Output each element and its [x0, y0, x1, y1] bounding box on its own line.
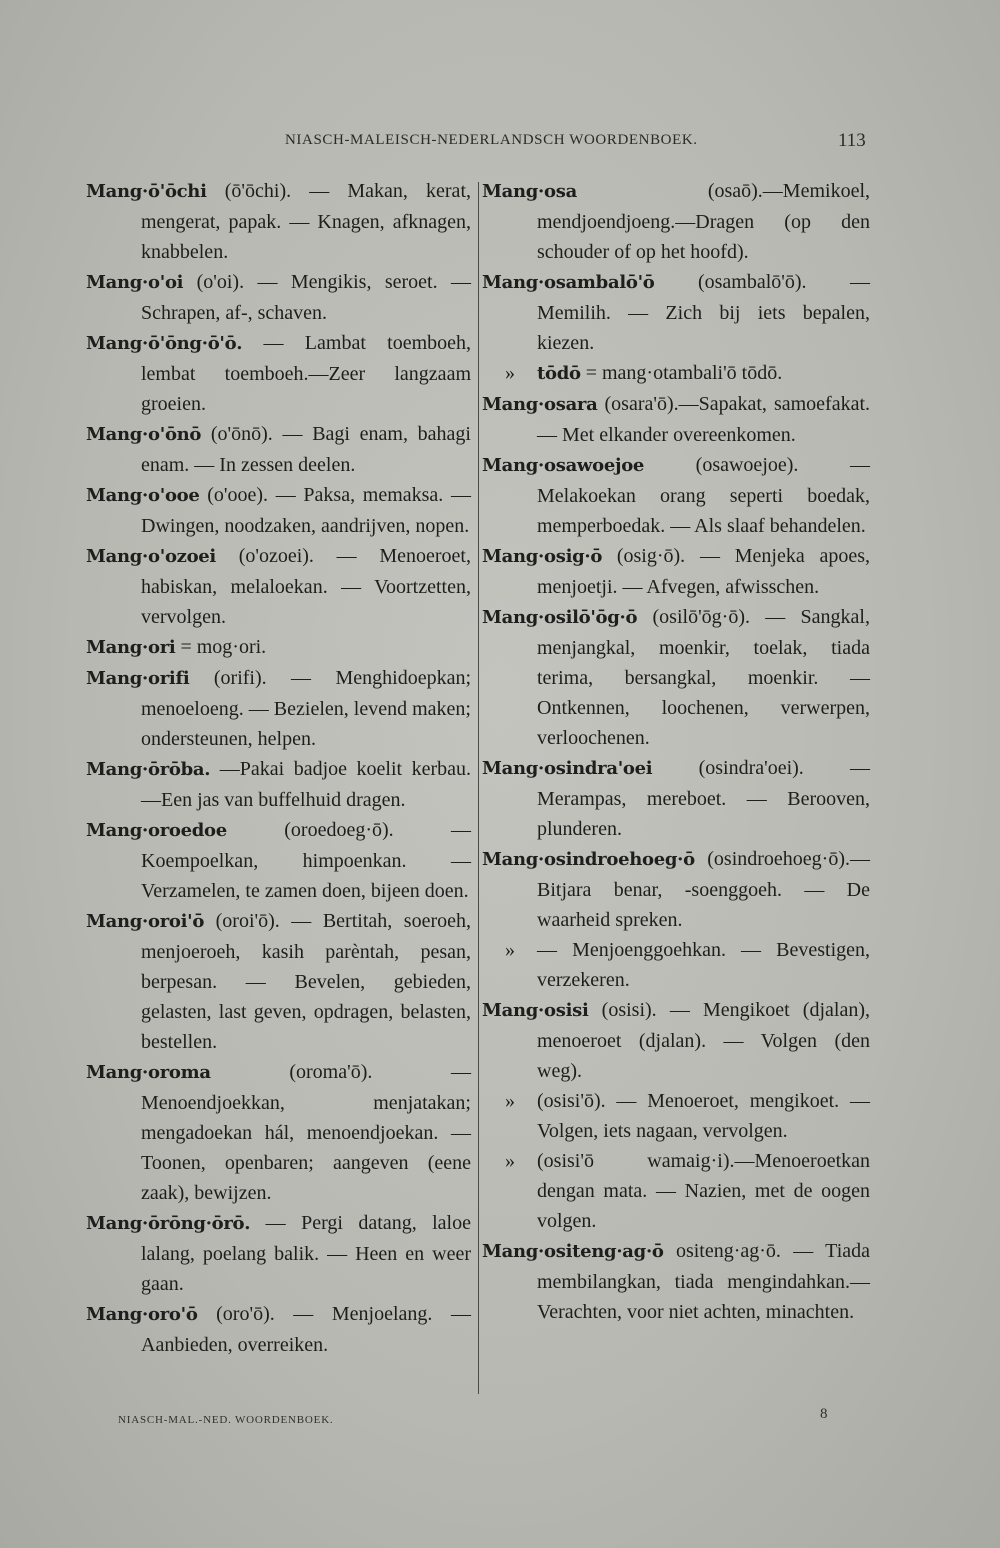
dictionary-entry: [86, 663, 471, 754]
headword: Mang·osindroehoeg·ō: [482, 849, 695, 870]
headword: Mang·oroedoe: [86, 820, 227, 841]
dictionary-entry: [86, 419, 471, 480]
headword: Mang·osara: [482, 394, 598, 415]
headword: Mang·osisi: [482, 1000, 589, 1021]
headword: Mang·ōrōng·ōrō.: [86, 1213, 251, 1234]
headword: Mang·o'ōnō: [86, 424, 202, 445]
definition: — Pergi datang, laloe lalang, poelang balik. — Heen en weer gaan.: [141, 1212, 471, 1295]
definition: (osisi'ō wamaig·i).—Menoeroetkan dengan mata. — Nazien, met de oogen volgen.: [537, 1150, 870, 1232]
definition: (oroma'ō). — Menoendjoekkan, menjatakan; mengadoekan hál, menoendjoekan. — Toonen, openbaren; aangeven (eene zaak), bewijzen.: [141, 1061, 471, 1204]
headword: Mang·o'ozoei: [86, 546, 216, 567]
dictionary-entry: [482, 935, 870, 995]
headword: Mang·osig·ō: [482, 546, 603, 567]
right-column: [482, 176, 870, 1327]
headword: Mang·o'oi: [86, 272, 184, 293]
definition: (osisi'ō). — Menoeroet, mengikoet. — Volgen, iets nagaan, vervolgen.: [537, 1090, 870, 1142]
definition: (o'ozoei). — Menoeroet, habiskan, melaloekan. — Voortzetten, vervolgen.: [141, 545, 471, 628]
ditto-mark: »: [505, 1150, 515, 1172]
headword: Mang·ōrōba.: [86, 759, 211, 780]
headword: Mang·osindra'oei: [482, 758, 653, 779]
definition: (oroedoeg·ō). — Koempoelkan, himpoenkan. — Verzamelen, te zamen doen, bijeen doen.: [141, 819, 471, 902]
definition: (o'ooe). — Paksa, memaksa. — Dwingen, noodzaken, aandrijven, nopen.: [141, 484, 471, 537]
headword: Mang·ositeng·ag·ō: [482, 1241, 664, 1262]
dictionary-entry: [482, 1236, 870, 1327]
dictionary-entry: [86, 541, 471, 632]
dictionary-entry: [482, 267, 870, 358]
page-number: 113: [838, 130, 866, 151]
headword: Mang·osambalō'ō: [482, 272, 655, 293]
definition: — Lambat toemboeh, lembat toemboeh.—Zeer langzaam groeien.: [141, 332, 472, 415]
headword: Mang·ō'ōchi: [86, 181, 207, 202]
definition: (oroi'ō). — Bertitah, soeroeh, menjoeroeh, kasih parèntah, pesan, berpesan. — Bevelen, gebieden, gelasten, last geven, opdragen, belasten, bestellen.: [141, 910, 472, 1053]
definition: (osisi). — Mengikoet (djalan), menoeroet (djalan). — Volgen (den weg).: [537, 999, 870, 1082]
definition: —Pakai badjoe koelit kerbau. —Een jas van buffelhuid dragen.: [141, 758, 471, 811]
definition: (osindroehoeg·ō).— Bitjara benar, -soenggoeh. — De waarheid spreken.: [537, 848, 870, 931]
headword: tōdō: [537, 363, 581, 384]
dictionary-entry: [482, 450, 870, 541]
dictionary-entry: [86, 632, 471, 663]
dictionary-entry: [482, 995, 870, 1086]
definition: (orifi). — Menghidoepkan; menoeloeng. — Bezielen, levend maken; ondersteunen, helpen.: [141, 667, 472, 750]
definition: (ō'ōchi). — Makan, kerat, mengerat, papak. — Knagen, afknagen, knabbelen.: [141, 180, 471, 263]
dictionary-entry: [86, 1057, 471, 1208]
definition: = mang·otambali'ō tōdō.: [585, 362, 783, 384]
definition: (oro'ō). — Menjoelang. — Aanbieden, overreiken.: [141, 1303, 471, 1356]
dictionary-entry: [482, 358, 870, 389]
sheet-signature: 8: [820, 1406, 828, 1422]
dictionary-entry: [86, 1208, 471, 1299]
dictionary-entry: [482, 389, 870, 450]
dictionary-entry: [482, 1086, 870, 1146]
dictionary-entry: [482, 602, 870, 753]
headword: Mang·osawoejoe: [482, 455, 645, 476]
dictionary-entry: [86, 267, 471, 328]
headword: Mang·oro'ō: [86, 1304, 198, 1325]
running-head: NIASCH-MALEISCH-NEDERLANDSCH WOORDENBOEK.: [285, 132, 698, 148]
definition: (osambalō'ō). — Memilih. — Zich bij iets bepalen, kiezen.: [537, 271, 871, 354]
headword: Mang·ori: [86, 637, 176, 658]
ditto-mark: »: [505, 939, 515, 961]
column-divider: [478, 182, 479, 1394]
ditto-mark: »: [505, 1090, 515, 1112]
definition: (osig·ō). — Menjeka apoes, menjoetji. — Afvegen, afwisschen.: [537, 545, 871, 598]
definition: (osawoejoe). — Melakoekan orang seperti boedak, memperboedak. — Als slaaf behandelen.: [537, 454, 871, 537]
dictionary-entry: [86, 906, 471, 1057]
ditto-mark: »: [505, 362, 515, 384]
dictionary-entry: [86, 480, 471, 541]
definition: (osindra'oei). — Merampas, mereboet. — Berooven, plunderen.: [537, 757, 871, 840]
dictionary-entry: [86, 176, 471, 267]
dictionary-entry: [482, 844, 870, 935]
definition: (o'ōnō). — Bagi enam, bahagi enam. — In zessen deelen.: [141, 423, 471, 476]
definition: = mog·ori.: [180, 636, 267, 658]
dictionary-entry: [86, 754, 471, 815]
footer-signature-line: NIASCH-MAL.-NED. WOORDENBOEK.: [118, 1414, 334, 1426]
headword: Mang·oroma: [86, 1062, 211, 1083]
dictionary-entry: [482, 753, 870, 844]
dictionary-entry: [482, 176, 870, 267]
dictionary-entry: [86, 1299, 471, 1360]
headword: Mang·orifi: [86, 668, 190, 689]
definition: — Menjoenggoehkan. — Bevestigen, verzekeren.: [537, 939, 870, 991]
dictionary-entry: [482, 1146, 870, 1236]
definition: (osara'ō).—Sapakat, samoefakat. — Met elkander overeenkomen.: [537, 393, 871, 446]
dictionary-entry: [86, 815, 471, 906]
definition: (osaō).—Memikoel, mendjoendjoeng.—Dragen (op den schouder of op het hoofd).: [537, 180, 870, 263]
definition: (osilō'ōg·ō). — Sangkal, menjangkal, moenkir, toelak, tiada terima, bersangkal, moenkir. — Ontkennen, loochenen, verwerpen, verloochenen.: [537, 606, 870, 749]
headword: Mang·ō'ōng·ō'ō.: [86, 333, 243, 354]
left-column: [86, 176, 471, 1360]
definition: (o'oi). — Mengikis, seroet. — Schrapen, af-, schaven.: [141, 271, 472, 324]
headword: Mang·o'ooe: [86, 485, 200, 506]
dictionary-entry: [86, 328, 471, 419]
dictionary-entry: [482, 541, 870, 602]
definition: ositeng·ag·ō. — Tiada membilangkan, tiada mengindahkan.—Verachten, voor niet achten, minachten.: [537, 1240, 871, 1323]
headword: Mang·osa: [482, 181, 577, 202]
headword: Mang·osilō'ōg·ō: [482, 607, 638, 628]
headword: Mang·oroi'ō: [86, 911, 205, 932]
